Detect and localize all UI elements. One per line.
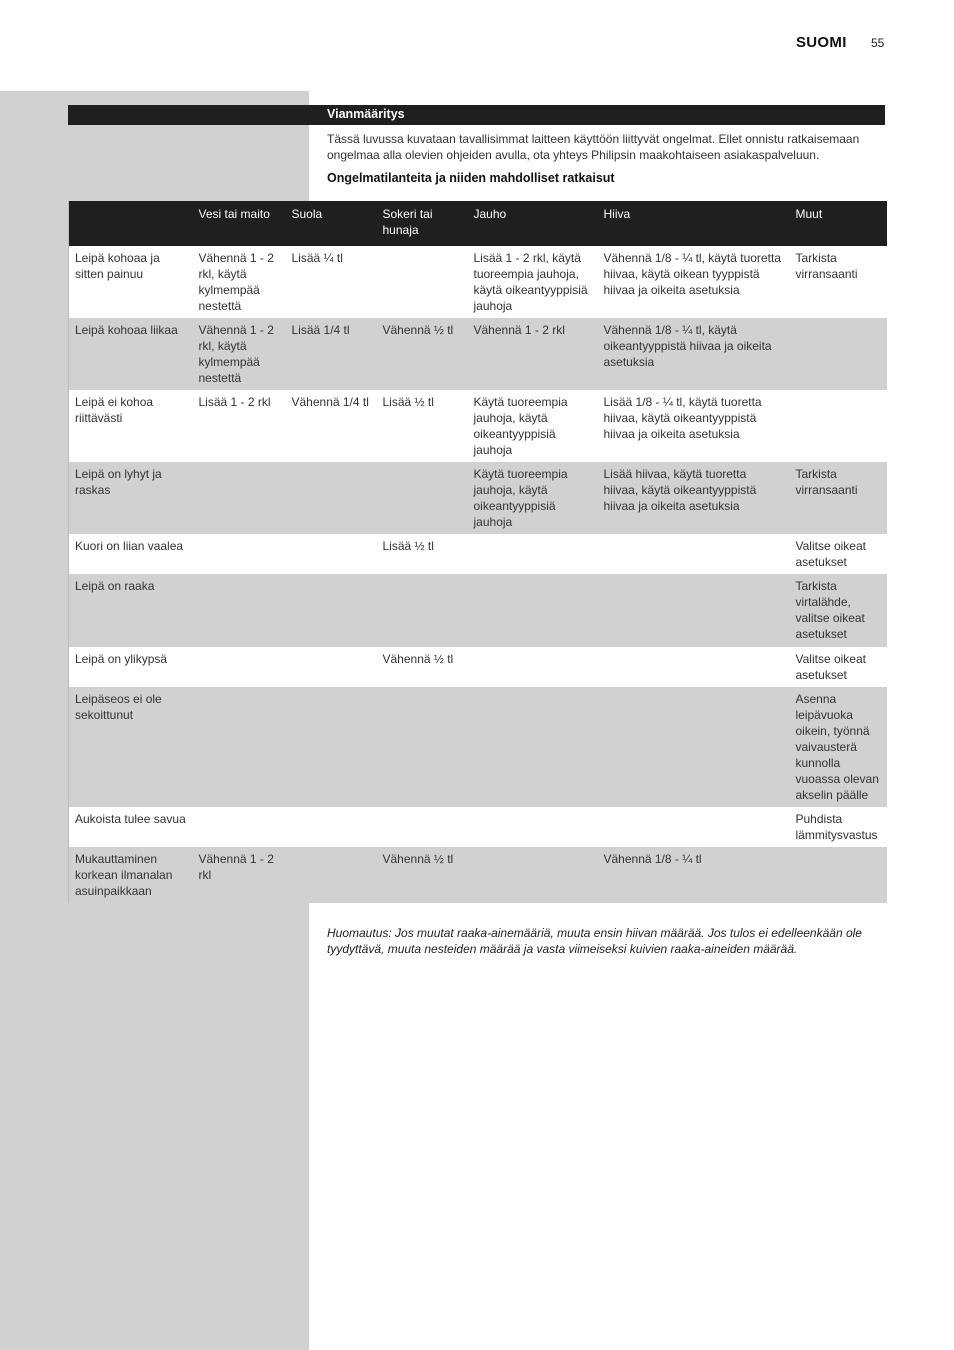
table-cell: Kuori on liian vaalea (69, 534, 193, 574)
table-cell (468, 807, 598, 847)
section-title-bar (68, 105, 885, 125)
table-cell: Tarkista virransaanti (790, 246, 887, 318)
table-subheading: Ongelmatilanteita ja niiden mahdolliset ratkaisut (327, 171, 615, 185)
table-cell (193, 647, 286, 687)
language-label: SUOMI (796, 34, 847, 51)
table-cell (468, 647, 598, 687)
table-cell: Vähennä 1/4 tl (286, 390, 377, 462)
table-cell (193, 687, 286, 807)
table-cell: Lisää ¼ tl (286, 246, 377, 318)
table-cell (193, 534, 286, 574)
table-cell: Käytä tuoreempia jauhoja, käytä oikeantyyppisiä jauhoja (468, 390, 598, 462)
table-cell: Valitse oikeat asetukset (790, 647, 887, 687)
table-cell (193, 807, 286, 847)
table-cell (286, 462, 377, 534)
table-cell (790, 318, 887, 390)
table-cell: Mukauttaminen korkean ilmanalan asuinpaikkaan (69, 847, 193, 903)
column-header: Muut (790, 201, 887, 246)
table-cell: Vähennä ½ tl (377, 847, 468, 903)
column-header: Sokeri tai hunaja (377, 201, 468, 246)
table-cell: Käytä tuoreempia jauhoja, käytä oikeantyyppisiä jauhoja (468, 462, 598, 534)
table-cell (286, 534, 377, 574)
table-cell: Lisää 1/8 - ¼ tl, käytä tuoretta hiivaa, käytä oikeantyyppistä hiivaa ja oikeita asetuksia (598, 390, 790, 462)
table-cell: Lisää hiivaa, käytä tuoretta hiivaa, käytä oikeantyyppistä hiivaa ja oikeita asetuksia (598, 462, 790, 534)
table-cell: Aukoista tulee savua (69, 807, 193, 847)
table-cell (377, 462, 468, 534)
table-row (69, 647, 887, 687)
table-cell: Vähennä 1 - 2 rkl, käytä kylmempää nestettä (193, 246, 286, 318)
table-cell: Vähennä 1 - 2 rkl (193, 847, 286, 903)
table-cell: Lisää 1 - 2 rkl, käytä tuoreempia jauhoja, käytä oikeantyyppisiä jauhoja (468, 246, 598, 318)
table-cell (468, 687, 598, 807)
table-cell (598, 807, 790, 847)
table-cell (598, 574, 790, 647)
table-cell: Vähennä ½ tl (377, 647, 468, 687)
table-cell (193, 462, 286, 534)
table-cell: Lisää 1 - 2 rkl (193, 390, 286, 462)
table-cell (598, 534, 790, 574)
table-row (69, 574, 887, 647)
table-cell (377, 687, 468, 807)
table-cell: Leipäseos ei ole sekoittunut (69, 687, 193, 807)
table-cell: Tarkista virransaanti (790, 462, 887, 534)
column-header: Suola (286, 201, 377, 246)
table-row (69, 687, 887, 807)
table-cell (468, 534, 598, 574)
table-cell (377, 807, 468, 847)
table-cell: Vähennä 1 - 2 rkl (468, 318, 598, 390)
column-header: Hiiva (598, 201, 790, 246)
column-header (69, 201, 193, 246)
table-cell: Vähennä 1/8 - ¼ tl, käytä tuoretta hiivaa, käytä oikean tyyppistä hiivaa ja oikeita asetuksia (598, 246, 790, 318)
table-cell (286, 687, 377, 807)
table-cell (377, 574, 468, 647)
table-cell: Lisää ½ tl (377, 534, 468, 574)
section-intro: Tässä luvussa kuvataan tavallisimmat laitteen käyttöön liittyvät ongelmat. Ellet onnistu ratkaisemaan ongelmaa alla olevien ohjeiden avulla, ota yhteys Philipsin maakohtaiseen asiakaspalveluun. (327, 132, 860, 162)
table-cell: Lisää 1/4 tl (286, 318, 377, 390)
table-cell: Asenna leipävuoka oikein, työnnä vaivausterä kunnolla vuoassa olevan akselin päälle (790, 687, 887, 807)
table-cell: Vähennä 1/8 - ¼ tl (598, 847, 790, 903)
table-cell (598, 647, 790, 687)
table-cell (790, 390, 887, 462)
troubleshooting-table (68, 201, 887, 903)
table-cell: Leipä ei kohoa riittävästi (69, 390, 193, 462)
page-number: 55 (871, 36, 885, 50)
column-header: Jauho (468, 201, 598, 246)
table-row (69, 534, 887, 574)
table-row (69, 318, 887, 390)
table-cell (377, 246, 468, 318)
table-cell (790, 847, 887, 903)
table-cell: Vähennä 1 - 2 rkl, käytä kylmempää nestettä (193, 318, 286, 390)
table-cell (286, 647, 377, 687)
table-row (69, 847, 887, 903)
table-row (69, 246, 887, 318)
table-cell (286, 574, 377, 647)
table-cell (286, 807, 377, 847)
section-title: Vianmääritys (327, 107, 405, 121)
table-cell: Leipä kohoaa liikaa (69, 318, 193, 390)
table-cell: Leipä on lyhyt ja raskas (69, 462, 193, 534)
table-cell: Leipä on ylikypsä (69, 647, 193, 687)
table-cell: Vähennä ½ tl (377, 318, 468, 390)
table-cell (193, 574, 286, 647)
table-cell (286, 847, 377, 903)
column-header: Vesi tai maito (193, 201, 286, 246)
table-cell: Tarkista virtalähde, valitse oikeat asetukset (790, 574, 887, 647)
table-cell (468, 847, 598, 903)
table-row (69, 807, 887, 847)
table-cell: Valitse oikeat asetukset (790, 534, 887, 574)
table-cell: Leipä kohoaa ja sitten painuu (69, 246, 193, 318)
table-cell (598, 687, 790, 807)
table-cell: Puhdista lämmitysvastus (790, 807, 887, 847)
table-cell: Vähennä 1/8 - ¼ tl, käytä oikeantyyppistä hiivaa ja oikeita asetuksia (598, 318, 790, 390)
table-cell: Leipä on raaka (69, 574, 193, 647)
table-header-row (69, 201, 887, 246)
footnote: Huomautus: Jos muutat raaka-ainemääriä, muuta ensin hiivan määrää. Jos tulos ei edelleenkään ole tyydyttävä, muuta nesteiden määrää ja vasta viimeiseksi kuivien raaka-aineiden määrää. (327, 926, 862, 956)
table-cell (468, 574, 598, 647)
table-cell: Lisää ½ tl (377, 390, 468, 462)
table-row (69, 390, 887, 462)
table-row (69, 462, 887, 534)
